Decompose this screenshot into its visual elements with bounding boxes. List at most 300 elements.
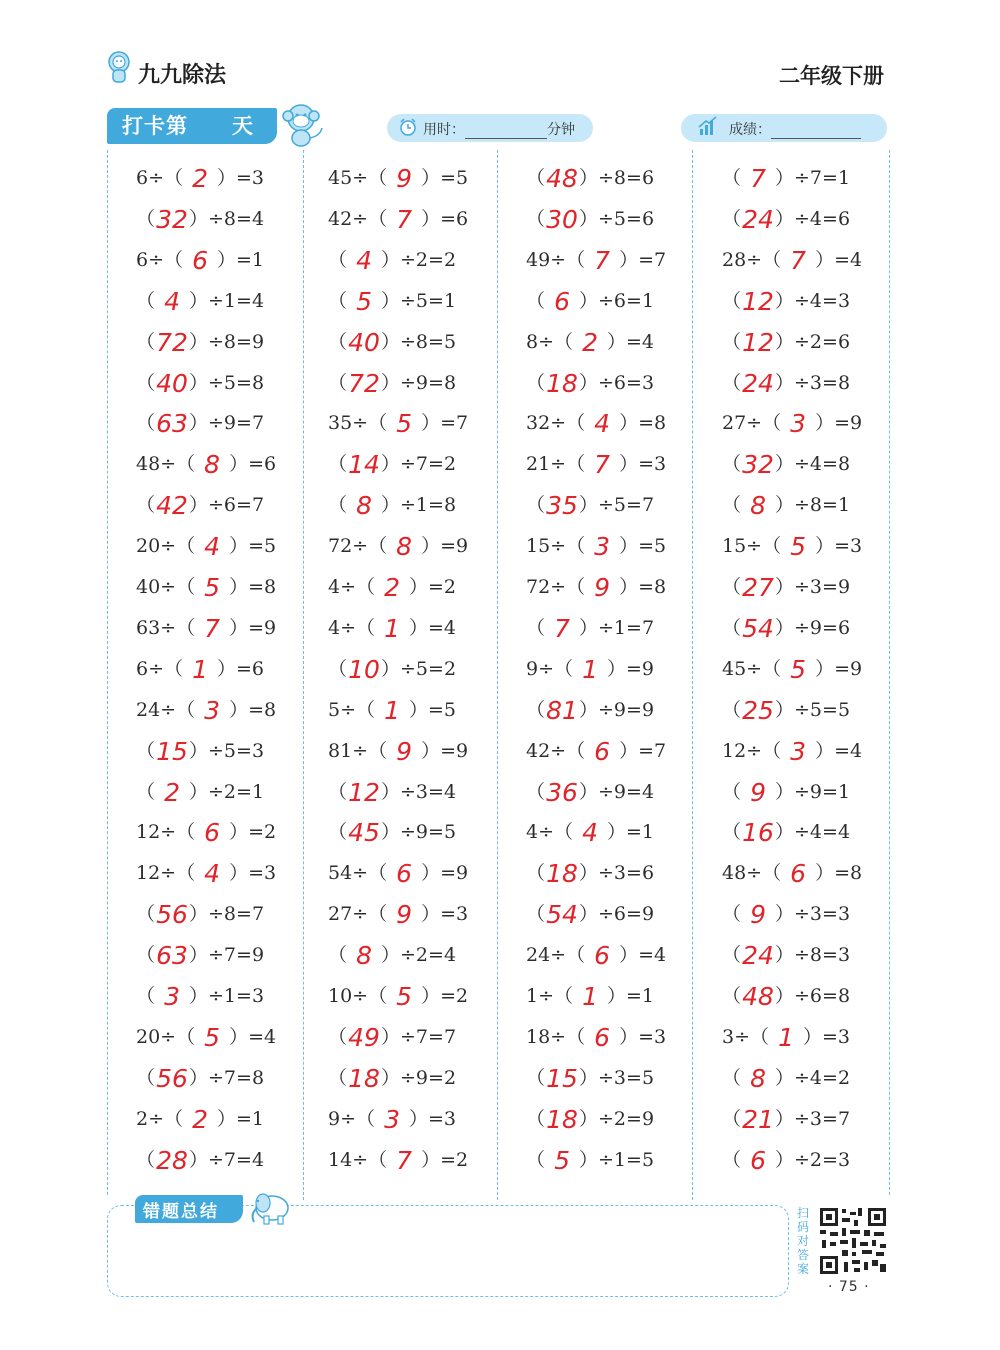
answer-blank[interactable]: 2 <box>192 164 208 193</box>
mistake-summary-label: 错题总结 <box>143 1202 219 1222</box>
problem-row <box>328 529 468 563</box>
problem-row <box>526 406 666 440</box>
problem-prefix: 27÷（ <box>328 903 388 926</box>
problem-row <box>136 897 264 931</box>
answer-blank[interactable]: 24 <box>742 368 774 398</box>
answer-blank[interactable]: 49 <box>348 1022 380 1052</box>
answer-blank[interactable]: 15 <box>546 1063 578 1093</box>
answer-blank[interactable]: 1 <box>384 613 400 643</box>
problem-row <box>328 979 468 1013</box>
problem-suffix: ）=3 <box>229 862 277 885</box>
problem-prefix: （ <box>526 780 546 803</box>
problem-row <box>722 447 850 481</box>
problem-prefix: （ <box>526 903 546 926</box>
problem-suffix: ）÷5=6 <box>579 207 655 230</box>
answer-blank[interactable]: 7 <box>750 164 766 193</box>
answer-blank[interactable]: 7 <box>204 613 221 643</box>
problem-prefix: （ <box>722 1066 742 1089</box>
answer-blank[interactable]: 4 <box>594 409 611 439</box>
answer-blank[interactable]: 18 <box>546 368 578 398</box>
problem-prefix: 32÷（ <box>526 412 586 435</box>
problem-suffix: ）=8 <box>815 862 863 885</box>
problem-row <box>722 243 862 277</box>
answer-blank[interactable]: 72 <box>156 327 188 357</box>
problem-prefix: （ <box>722 616 742 639</box>
answer-blank[interactable]: 6 <box>204 818 221 848</box>
problem-row <box>526 325 654 359</box>
problem-prefix: 48÷（ <box>136 453 196 476</box>
answer-blank[interactable]: 6 <box>594 1022 611 1052</box>
problem-row <box>526 1061 654 1095</box>
answer-blank[interactable]: 3 <box>790 409 807 439</box>
problem-row <box>136 406 264 440</box>
problem-suffix: ）÷8=5 <box>381 330 457 353</box>
answer-blank[interactable]: 7 <box>790 245 807 275</box>
problem-row <box>722 734 862 768</box>
problem-row <box>136 652 264 686</box>
answer-blank[interactable]: 4 <box>204 859 221 889</box>
problem-row <box>526 570 666 604</box>
problem-row <box>722 366 850 400</box>
problem-suffix: ）=5 <box>409 698 457 721</box>
problem-suffix: ）÷1=8 <box>381 494 457 517</box>
problem-row <box>526 693 654 727</box>
problem-row <box>526 611 654 645</box>
answer-blank[interactable]: 8 <box>750 491 766 521</box>
problem-suffix: ）=2 <box>229 821 277 844</box>
problem-row <box>722 488 850 522</box>
answer-blank[interactable]: 4 <box>582 818 598 848</box>
answer-blank[interactable]: 27 <box>742 573 774 602</box>
problem-suffix: ）=6 <box>229 453 277 476</box>
problem-row <box>722 611 850 645</box>
problem-suffix: ）÷9=1 <box>775 780 851 803</box>
problem-prefix: （ <box>136 780 156 803</box>
answer-blank[interactable]: 81 <box>546 695 578 725</box>
answer-blank[interactable]: 14 <box>348 450 380 480</box>
problem-prefix: （ <box>722 698 742 721</box>
problem-row <box>136 284 264 318</box>
problem-suffix: ）÷4=4 <box>775 821 851 844</box>
problem-suffix: ）=7 <box>421 412 469 435</box>
answer-blank[interactable]: 15 <box>156 736 188 766</box>
problem-suffix: ）÷1=5 <box>579 1148 655 1171</box>
answer-blank[interactable]: 9 <box>396 736 413 766</box>
problem-row <box>722 284 850 318</box>
problem-suffix: ）÷3=4 <box>381 780 457 803</box>
problem-suffix: ）=6 <box>217 657 265 680</box>
problem-suffix: ）÷6=3 <box>579 371 655 394</box>
book-title: 九九除法 <box>138 63 227 88</box>
problem-prefix: （ <box>328 248 348 271</box>
problem-suffix: ）÷5=8 <box>189 371 265 394</box>
problem-suffix: ）=1 <box>607 985 655 1007</box>
answer-blank[interactable]: 12 <box>348 777 380 807</box>
answer-blank[interactable]: 5 <box>396 982 413 1011</box>
answer-blank[interactable]: 8 <box>204 450 221 480</box>
answer-blank[interactable]: 3 <box>384 1104 400 1134</box>
problem-row <box>526 897 654 931</box>
problem-row <box>328 775 456 809</box>
problem-suffix: ）=9 <box>229 616 277 639</box>
problem-prefix: （ <box>722 821 742 844</box>
problem-suffix: ）÷4=2 <box>775 1066 851 1089</box>
answer-blank[interactable]: 36 <box>546 777 578 807</box>
problem-prefix: （ <box>136 1148 156 1171</box>
problem-suffix: ）÷9=7 <box>189 412 265 435</box>
problem-prefix: 28÷（ <box>722 248 782 271</box>
answer-blank[interactable]: 6 <box>750 1145 766 1175</box>
problem-prefix: 81÷（ <box>328 739 388 762</box>
problem-suffix: ）=3 <box>619 1025 667 1048</box>
problem-row <box>136 938 264 972</box>
problem-suffix: ）÷8=9 <box>189 330 265 353</box>
answer-blank[interactable]: 1 <box>778 1022 794 1052</box>
problem-suffix: ）÷8=6 <box>579 167 655 189</box>
problem-prefix: （ <box>136 1066 156 1089</box>
problem-row <box>136 202 264 236</box>
problem-row <box>136 1143 264 1177</box>
answer-blank[interactable]: 1 <box>192 654 208 684</box>
problem-prefix: （ <box>526 167 546 189</box>
answer-blank[interactable]: 5 <box>554 1145 570 1175</box>
problem-row <box>526 529 666 563</box>
answer-blank[interactable]: 48 <box>546 164 578 193</box>
problem-prefix: （ <box>722 1148 742 1171</box>
answer-blank[interactable]: 1 <box>582 654 598 684</box>
problem-prefix: （ <box>328 371 348 394</box>
problem-row <box>328 243 456 277</box>
problem-suffix: ）÷6=9 <box>579 903 655 926</box>
answer-blank[interactable]: 28 <box>156 1145 188 1175</box>
problem-suffix: ）=8 <box>619 576 667 598</box>
answer-blank[interactable]: 6 <box>396 859 413 889</box>
answer-blank[interactable]: 45 <box>348 818 380 848</box>
problem-row <box>526 243 666 277</box>
problem-row <box>136 611 276 645</box>
problem-row <box>328 570 456 604</box>
problem-prefix: （ <box>526 616 546 639</box>
answer-blank[interactable]: 24 <box>742 941 774 971</box>
problem-row <box>136 447 276 481</box>
problem-suffix: ）÷7=1 <box>775 167 851 189</box>
problem-prefix: 5÷（ <box>328 698 376 721</box>
answer-blank[interactable]: 7 <box>594 245 611 275</box>
problem-suffix: ）=9 <box>421 862 469 885</box>
problem-prefix: 49÷（ <box>526 248 586 271</box>
answer-blank[interactable]: 54 <box>742 613 774 643</box>
problem-suffix: ）=4 <box>619 944 667 967</box>
answer-blank[interactable]: 7 <box>594 450 611 480</box>
problem-prefix: （ <box>136 903 156 926</box>
answer-blank[interactable]: 5 <box>204 573 221 602</box>
answer-blank[interactable]: 4 <box>164 286 180 316</box>
problem-row <box>722 652 862 686</box>
answer-blank[interactable]: 2 <box>384 573 400 602</box>
problem-suffix: ）÷3=3 <box>775 903 851 926</box>
answer-blank[interactable]: 9 <box>594 573 611 602</box>
problem-prefix: 20÷（ <box>136 1025 196 1048</box>
problem-suffix: ）=7 <box>619 248 667 271</box>
problem-suffix: ）=9 <box>607 657 655 680</box>
answer-blank[interactable]: 2 <box>164 777 180 807</box>
problem-suffix: ）÷2=2 <box>381 248 457 271</box>
problem-suffix: ）÷3=5 <box>579 1066 655 1089</box>
problem-prefix: （ <box>526 862 546 885</box>
problem-prefix: 15÷（ <box>722 535 782 558</box>
checkin-label: 打卡第 天 <box>122 114 254 138</box>
answer-blank[interactable]: 6 <box>554 286 570 316</box>
problem-row <box>136 856 276 890</box>
problem-row <box>328 815 456 849</box>
problem-prefix: 45÷（ <box>722 657 782 680</box>
problem-prefix: 4÷（ <box>526 821 574 844</box>
problem-row <box>136 488 264 522</box>
grade-label: 二年级下册 <box>779 64 884 88</box>
problem-suffix: ）÷7=8 <box>189 1066 265 1089</box>
problem-suffix: ）=3 <box>409 1107 457 1130</box>
problem-row <box>722 202 850 236</box>
answer-blank[interactable]: 6 <box>594 941 611 971</box>
problem-row <box>136 570 276 604</box>
problem-suffix: ）=9 <box>815 412 863 435</box>
problem-prefix: 54÷（ <box>328 862 388 885</box>
answer-blank[interactable]: 63 <box>156 409 188 439</box>
problem-suffix: ）÷8=3 <box>775 944 851 967</box>
problem-row <box>136 1061 264 1095</box>
problem-suffix: ）=8 <box>619 412 667 435</box>
problem-prefix: （ <box>722 1107 742 1130</box>
problem-suffix: ）÷3=7 <box>775 1107 851 1130</box>
problem-suffix: ）=2 <box>409 576 457 598</box>
answer-blank[interactable]: 5 <box>396 409 413 439</box>
problem-suffix: ）=3 <box>217 167 265 189</box>
answer-blank[interactable]: 32 <box>156 204 188 234</box>
time-blank[interactable] <box>465 124 547 139</box>
answer-blank[interactable]: 9 <box>396 164 413 193</box>
answer-blank[interactable]: 3 <box>594 532 611 562</box>
problem-prefix: （ <box>328 330 348 353</box>
answer-blank[interactable]: 32 <box>742 450 774 480</box>
problem-prefix: （ <box>526 698 546 721</box>
problem-suffix: ）÷5=1 <box>381 289 457 312</box>
problem-prefix: 9÷（ <box>328 1107 376 1130</box>
answer-blank[interactable]: 35 <box>546 491 578 521</box>
problem-row <box>328 897 468 931</box>
answer-blank[interactable]: 3 <box>204 695 221 725</box>
problem-suffix: ）÷2=1 <box>189 780 265 803</box>
problem-row <box>136 775 264 809</box>
problem-suffix: ）÷9=6 <box>775 616 851 639</box>
problem-prefix: 35÷（ <box>328 412 388 435</box>
answer-blank[interactable]: 24 <box>742 204 774 234</box>
problem-suffix: ）=2 <box>421 985 469 1007</box>
answer-blank[interactable]: 48 <box>742 982 774 1011</box>
problem-row <box>526 447 666 481</box>
answer-blank[interactable]: 21 <box>742 1104 774 1134</box>
problem-prefix: 21÷（ <box>526 453 586 476</box>
problem-prefix: （ <box>136 207 156 230</box>
growth-chart-icon <box>697 115 719 137</box>
answer-blank[interactable]: 4 <box>356 245 372 275</box>
problem-suffix: ）=4 <box>229 1025 277 1048</box>
problem-prefix: （ <box>722 207 742 230</box>
answer-blank[interactable]: 8 <box>750 1063 766 1093</box>
problem-suffix: ）÷7=4 <box>189 1148 265 1171</box>
problem-prefix: （ <box>722 944 742 967</box>
problem-suffix: ）÷6=8 <box>775 985 851 1007</box>
answer-blank[interactable]: 1 <box>384 695 400 725</box>
answer-blank[interactable]: 30 <box>546 204 578 234</box>
problem-prefix: （ <box>722 494 742 517</box>
problem-prefix: （ <box>136 289 156 312</box>
problem-prefix: 48÷（ <box>722 862 782 885</box>
answer-blank[interactable]: 5 <box>356 286 372 316</box>
problem-suffix: ）÷2=3 <box>775 1148 851 1171</box>
problem-prefix: （ <box>136 944 156 967</box>
score-blank[interactable] <box>771 124 861 139</box>
problem-row <box>328 1061 456 1095</box>
problem-suffix: ）÷6=7 <box>189 494 265 517</box>
problem-row <box>722 775 850 809</box>
problem-row <box>328 325 456 359</box>
problem-prefix: 6÷（ <box>136 657 184 680</box>
answer-blank[interactable]: 1 <box>582 982 598 1011</box>
answer-blank[interactable]: 16 <box>742 818 774 848</box>
answer-blank[interactable]: 9 <box>396 900 413 930</box>
problem-prefix: （ <box>136 330 156 353</box>
monkey-icon <box>276 100 326 148</box>
problem-suffix: ）÷1=3 <box>189 985 265 1007</box>
problem-suffix: ）÷3=9 <box>775 576 851 598</box>
problem-suffix: ）=3 <box>815 535 863 558</box>
problem-row <box>136 693 276 727</box>
answer-blank[interactable]: 63 <box>156 941 188 971</box>
problem-prefix: 2÷（ <box>136 1107 184 1130</box>
answer-blank[interactable]: 8 <box>396 532 413 562</box>
problem-row <box>328 447 456 481</box>
problem-prefix: （ <box>722 289 742 312</box>
problem-prefix: 12÷（ <box>136 862 196 885</box>
problem-row <box>526 1143 654 1177</box>
answer-blank[interactable]: 5 <box>790 532 807 562</box>
answer-blank[interactable]: 6 <box>192 245 208 275</box>
problem-prefix: 3÷（ <box>722 1025 770 1048</box>
problem-prefix: 1÷（ <box>526 985 574 1007</box>
answer-blank[interactable]: 7 <box>396 1145 413 1175</box>
problem-suffix: ）÷1=4 <box>189 289 265 312</box>
problem-suffix: ）=8 <box>229 576 277 598</box>
problem-row <box>328 284 456 318</box>
problem-row <box>526 815 654 849</box>
problem-prefix: （ <box>328 821 348 844</box>
problem-suffix: ）÷8=1 <box>775 494 851 517</box>
problem-row <box>722 529 862 563</box>
problem-prefix: （ <box>722 167 742 189</box>
answer-blank[interactable]: 12 <box>742 327 774 357</box>
answer-blank[interactable]: 56 <box>156 900 188 930</box>
answer-blank[interactable]: 54 <box>546 900 578 930</box>
answer-blank[interactable]: 3 <box>790 736 807 766</box>
column-divider <box>692 150 693 1200</box>
problem-suffix: ）=7 <box>619 739 667 762</box>
problem-row <box>328 734 468 768</box>
answer-blank[interactable]: 9 <box>750 777 766 807</box>
problem-row <box>136 734 264 768</box>
problem-suffix: ）÷5=7 <box>579 494 655 517</box>
problem-prefix: 18÷（ <box>526 1025 586 1048</box>
answer-blank[interactable]: 25 <box>742 695 774 725</box>
problem-suffix: ）÷7=2 <box>381 453 457 476</box>
problem-prefix: （ <box>722 576 742 598</box>
answer-blank[interactable]: 2 <box>192 1104 208 1134</box>
answer-blank[interactable]: 40 <box>156 368 188 398</box>
answer-blank[interactable]: 72 <box>348 368 380 398</box>
problem-row <box>526 1102 654 1136</box>
problem-row <box>328 693 456 727</box>
problem-row <box>328 406 468 440</box>
answer-blank[interactable]: 56 <box>156 1063 188 1093</box>
problem-prefix: （ <box>328 944 348 967</box>
answer-blank[interactable]: 7 <box>396 204 413 234</box>
problem-row <box>526 202 654 236</box>
answer-blank[interactable]: 12 <box>742 286 774 316</box>
problem-suffix: ）=4 <box>815 739 863 762</box>
problem-prefix: 12÷（ <box>136 821 196 844</box>
problem-prefix: （ <box>526 1066 546 1089</box>
answer-blank[interactable]: 4 <box>204 532 221 562</box>
answer-blank[interactable]: 8 <box>356 941 372 971</box>
problem-row <box>136 366 264 400</box>
answer-blank[interactable]: 10 <box>348 654 380 684</box>
answer-blank[interactable]: 6 <box>790 859 807 889</box>
answer-blank[interactable]: 5 <box>204 1022 221 1052</box>
score-label: 成绩： <box>729 119 861 139</box>
answer-blank[interactable]: 3 <box>164 982 180 1011</box>
problem-row <box>722 570 850 604</box>
problem-prefix: （ <box>526 1148 546 1171</box>
answer-blank[interactable]: 5 <box>790 654 807 684</box>
problem-prefix: （ <box>136 494 156 517</box>
answer-blank[interactable]: 18 <box>348 1063 380 1093</box>
answer-blank[interactable]: 18 <box>546 1104 578 1134</box>
problem-prefix: （ <box>722 985 742 1007</box>
answer-blank[interactable]: 18 <box>546 859 578 889</box>
answer-blank[interactable]: 8 <box>356 491 372 521</box>
problem-prefix: 24÷（ <box>526 944 586 967</box>
problem-suffix: ）=9 <box>421 535 469 558</box>
problem-prefix: 42÷（ <box>328 207 388 230</box>
answer-blank[interactable]: 42 <box>156 491 188 521</box>
answer-blank[interactable]: 6 <box>594 736 611 766</box>
problem-row <box>136 979 264 1013</box>
answer-blank[interactable]: 2 <box>582 327 598 357</box>
qr-code-icon[interactable] <box>818 1206 888 1276</box>
problem-prefix: （ <box>328 453 348 476</box>
answer-blank[interactable]: 9 <box>750 900 766 930</box>
problem-row <box>722 856 862 890</box>
answer-blank[interactable]: 7 <box>554 613 570 643</box>
problem-row <box>526 284 654 318</box>
problem-suffix: ）=1 <box>217 248 265 271</box>
problem-suffix: ）÷9=9 <box>579 698 655 721</box>
problem-row <box>722 161 850 195</box>
problem-suffix: ）=4 <box>815 248 863 271</box>
problem-prefix: 6÷（ <box>136 248 184 271</box>
problem-row <box>722 693 850 727</box>
answer-blank[interactable]: 40 <box>348 327 380 357</box>
problem-row <box>526 979 654 1013</box>
